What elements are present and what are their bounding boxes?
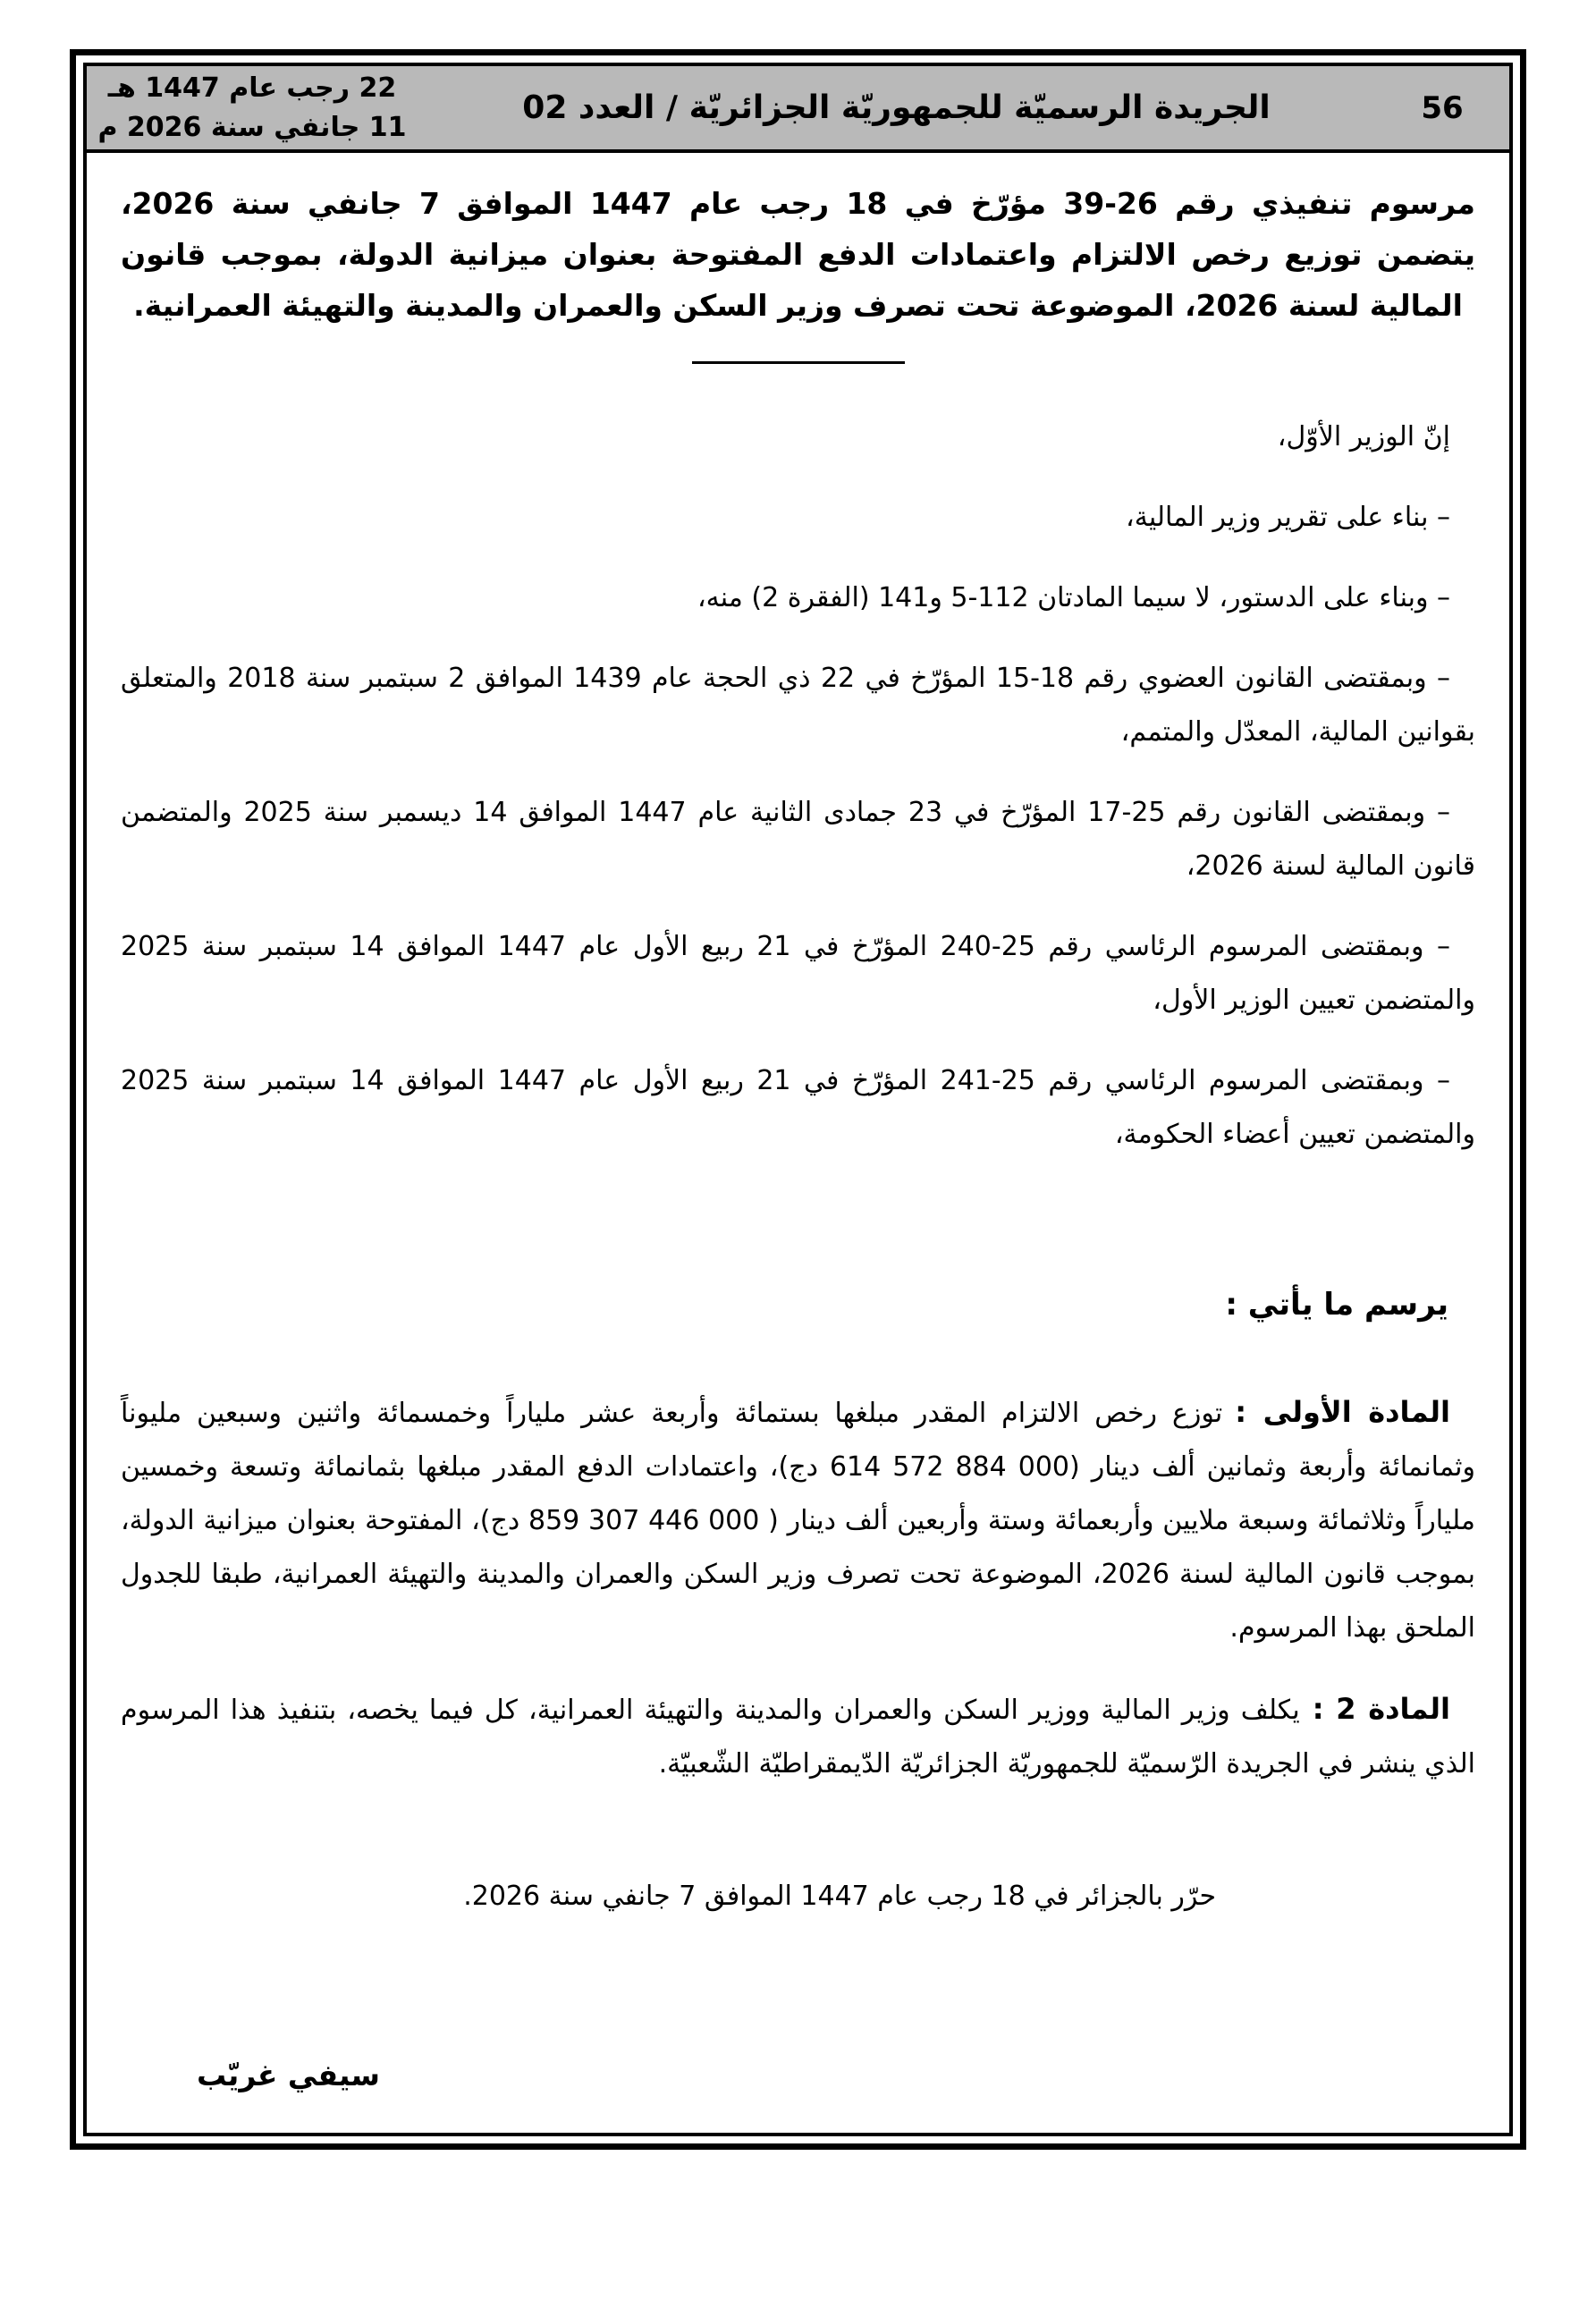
article-1-lead: المادة الأولى : xyxy=(1235,1395,1450,1429)
visa-presidential-decree-government: – وبمقتضى المرسوم الرئاسي رقم 25-241 المؤرّخ في 21 ربيع الأول عام 1447 الموافق 14 سبتمبر سنة 2025 والمتضمن تعيين أعضاء الحكومة، xyxy=(121,1065,1475,1150)
decree-body xyxy=(87,153,1509,2133)
visa-finance-law-2026: – وبمقتضى القانون رقم 25-17 المؤرّخ في 23 جمادى الثانية عام 1447 الموافق 14 ديسمبر سنة 2025 والمتضمن قانون المالية لسنة 2026، xyxy=(121,797,1475,882)
signature: سيفي غريّب xyxy=(197,2058,380,2092)
decree-title: مرسوم تنفيذي رقم 26-39 مؤرّخ في 18 رجب عام 1447 الموافق 7 جانفي سنة 2026، يتضمن توزيع رخص الالتزام واعتمادات الدفع المفتوحة بعنوان ميزانية الدولة، بموجب قانون المالية لسنة 2026، الموضوعة تحت تصرف وزير السكن والعمران والمدينة والتهيئة العمرانية. xyxy=(121,186,1475,323)
article-2 xyxy=(121,1682,1475,1791)
issuance-line: حرّر بالجزائر في 18 رجب عام 1447 الموافق 7 جانفي سنة 2026. xyxy=(463,1881,1216,1912)
title-separator xyxy=(692,361,905,364)
article-2-lead: المادة 2 : xyxy=(1312,1692,1450,1726)
article-2-text: يكلف وزير المالية ووزير السكن والعمران والمدينة والتهيئة العمرانية، كل فيما يخصه، بتنفيذ هذا المرسوم الذي ينشر في الجريدة الرّسميّة للجمهوريّة الجزائريّة الدّيمقراطيّة الشّعبيّة. xyxy=(121,1695,1475,1780)
header-date-hijri: 22 رجب عام 1447 هـ xyxy=(107,72,397,104)
gazette-page xyxy=(0,49,1596,2308)
page-header xyxy=(87,66,1509,153)
page-frame xyxy=(70,49,1526,2150)
enactment-clause: يرسم ما يأتي : xyxy=(1225,1287,1448,1323)
visa-finance-minister-report: – بناء على تقرير وزير المالية، xyxy=(1126,502,1450,533)
page-inner-frame xyxy=(83,63,1513,2136)
article-1 xyxy=(121,1385,1475,1655)
article-1-text: توزع رخص الالتزام المقدر مبلغها بستمائة وأربعة عشر ملياراً وخمسمائة واثنين وسبعين مليوناً وثمانمائة وأربعة وثمانين ألف دينار (614 572 884 000 دج)، واعتمادات الدفع المقدر مبلغها بثمانمائة وتسعة وخمسين ملياراً وثلاثمائة وسبعة ملايين وأربعمائة وستة وأربعين ألف دينار ( 859 307 446 000 دج)، المفتوحة بعنوان ميزانية الدولة، بموجب قانون المالية لسنة 2026، الموضوعة تحت تصرف وزير السكن والعمران والمدينة والتهيئة العمرانية، طبقا للجدول الملحق بهذا المرسوم. xyxy=(121,1398,1476,1644)
header-date-gregorian: 11 جانفي سنة 2026 م xyxy=(97,111,407,143)
visa-constitution: – وبناء على الدستور، لا سيما المادتان 112-5 و141 (الفقرة 2) منه، xyxy=(697,582,1450,613)
journal-title: الجريدة الرسميّة للجمهوريّة الجزائريّة / العدد 02 xyxy=(522,89,1271,126)
preamble-intro: إنّ الوزير الأوّل، xyxy=(1277,421,1450,452)
visa-organic-finance-law: – وبمقتضى القانون العضوي رقم 18-15 المؤرّخ في 22 ذي الحجة عام 1439 الموافق 2 سبتمبر سنة 2018 والمتعلق بقوانين المالية، المعدّل والمتمم، xyxy=(121,663,1475,748)
header-date-block xyxy=(87,66,418,149)
page-number: 56 xyxy=(1421,89,1464,126)
visa-presidential-decree-pm: – وبمقتضى المرسوم الرئاسي رقم 25-240 المؤرّخ في 21 ربيع الأول عام 1447 الموافق 14 سبتمبر سنة 2025 والمتضمن تعيين الوزير الأول، xyxy=(121,931,1475,1016)
